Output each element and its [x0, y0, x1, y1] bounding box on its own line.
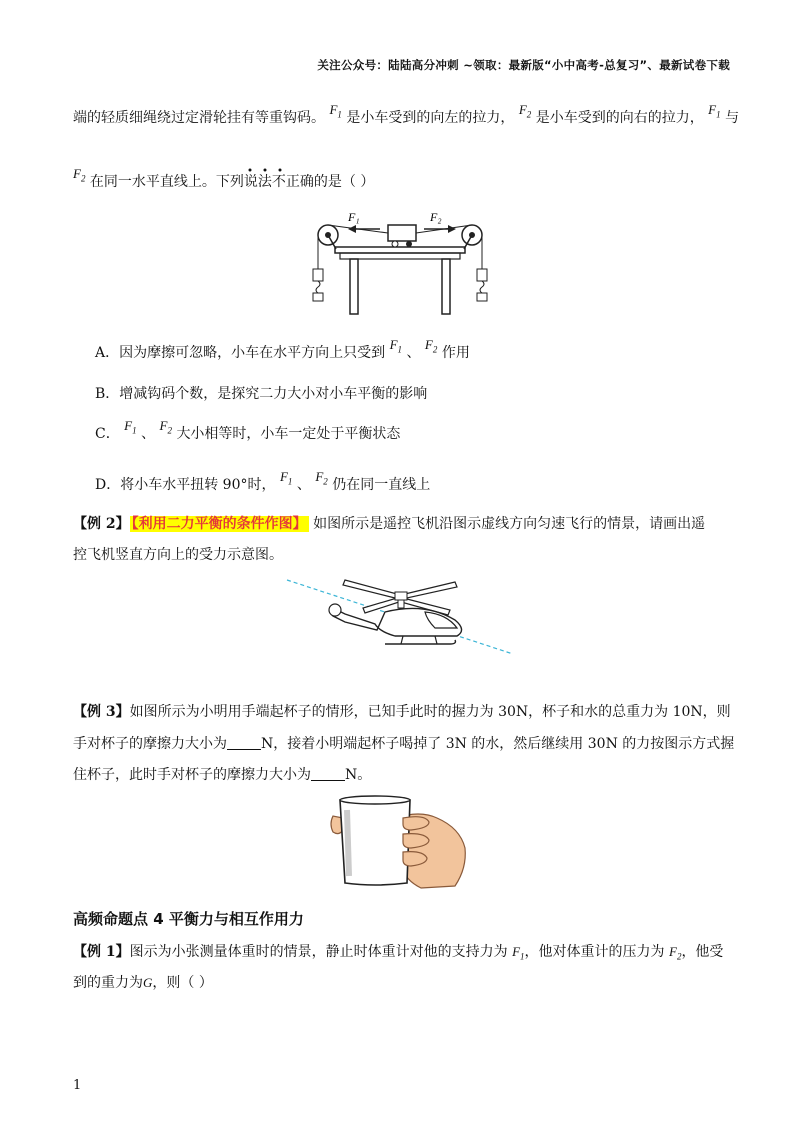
option-c: C． $F_1$ 、 $F_2$ 大小相等时，小车一定处于平衡状态	[95, 418, 401, 442]
q-text: 是小车受到的向右的拉力，	[535, 110, 704, 126]
f1-symbol: $F_1$	[389, 337, 403, 355]
helicopter-figure	[285, 572, 515, 662]
example-1-line-1: 【例 1】图示为小张测量体重时的情景，静止时体重计对他的支持力为 $F_1$，他对体重计的压力为 $F_2$，他受	[73, 944, 724, 962]
q-text: 如图所示为小明用手端起杯子的情形，已知手此时的握力为 30N，杯子和水的总重力为 10N，则	[129, 704, 731, 720]
f1-symbol: $F_1$	[708, 102, 721, 120]
f2-symbol: $F_2$	[73, 166, 86, 184]
page-number: 1	[73, 1078, 82, 1093]
answer-blank[interactable]	[227, 735, 261, 750]
example-label: 【例 2】	[73, 516, 130, 532]
option-d: D．将小车水平扭转 90°时， $F_1$ 、 $F_2$ 仍在同一直线上	[95, 469, 431, 493]
emphasis-dots	[245, 166, 305, 174]
example-2-line-1	[73, 514, 705, 534]
q-text: 端的轻质细绳绕过定滑轮挂有等重钩码。	[73, 110, 325, 126]
f2-symbol: $F_2$	[159, 418, 172, 436]
q-text: 是小车受到的向左的拉力，	[346, 110, 515, 126]
example-3-line-3: 住杯子，此时手对杯子的摩擦力大小为 N。	[73, 767, 372, 783]
option-a: A．因为摩擦可忽略，小车在水平方向上只受到 $F_1$ 、 $F_2$ 作用	[95, 337, 470, 361]
f2-symbol: $F_2$	[424, 337, 438, 355]
cup-hand-figure	[325, 788, 470, 893]
f2-symbol: $F_2$	[518, 102, 532, 120]
topic-highlight: 【利用二力平衡的条件作图】	[131, 516, 307, 532]
answer-blank[interactable]	[311, 766, 345, 781]
svg-text:F₂: F₂	[430, 210, 442, 224]
q-text: 如图所示是遥控飞机沿图示虚线方向匀速飞行的情景，请画出遥	[313, 516, 706, 532]
f1-symbol: $F_1$	[329, 102, 342, 120]
example-3-line-2: 手对杯子的摩擦力大小为 N，接着小明端起杯子喝掉了 3N 的水，然后继续用 30N 的力按图示方式握	[73, 736, 735, 752]
f2-symbol: $F_2$	[315, 469, 328, 487]
example-label: 【例 3】	[73, 704, 130, 720]
option-b: B．增减钩码个数，是探究二力大小对小车平衡的影响	[95, 386, 428, 402]
f1-symbol: $F_1$	[124, 418, 137, 436]
cart-pulley-figure	[300, 205, 500, 320]
svg-text:F₁: F₁	[348, 210, 360, 224]
example-label: 【例 1】	[73, 944, 130, 960]
page-header: 关注公众号：陆陆高分冲刺 ~领取：最新版“小中高考-总复习”、最新试卷下载	[317, 58, 730, 72]
q-text: 在同一水平直线上。下列说法不正确的是（ ）	[89, 174, 375, 190]
g-symbol: G	[143, 975, 153, 990]
f1-symbol: $F_1$	[279, 469, 293, 487]
question-line-1	[73, 102, 740, 133]
example-3-line-1	[73, 702, 731, 722]
q-text: 与	[725, 110, 740, 126]
f2-symbol: $F_2$	[668, 944, 682, 962]
example-1-line-2: 到的重力为G，则（ ）	[73, 975, 213, 991]
section-title: 高频命题点 4 平衡力与相互作用力	[73, 910, 304, 928]
f1-symbol: $F_1$	[512, 944, 525, 962]
example-2-line-2: 控飞机竖直方向上的受力示意图。	[73, 547, 283, 563]
question-line-2	[73, 166, 375, 197]
